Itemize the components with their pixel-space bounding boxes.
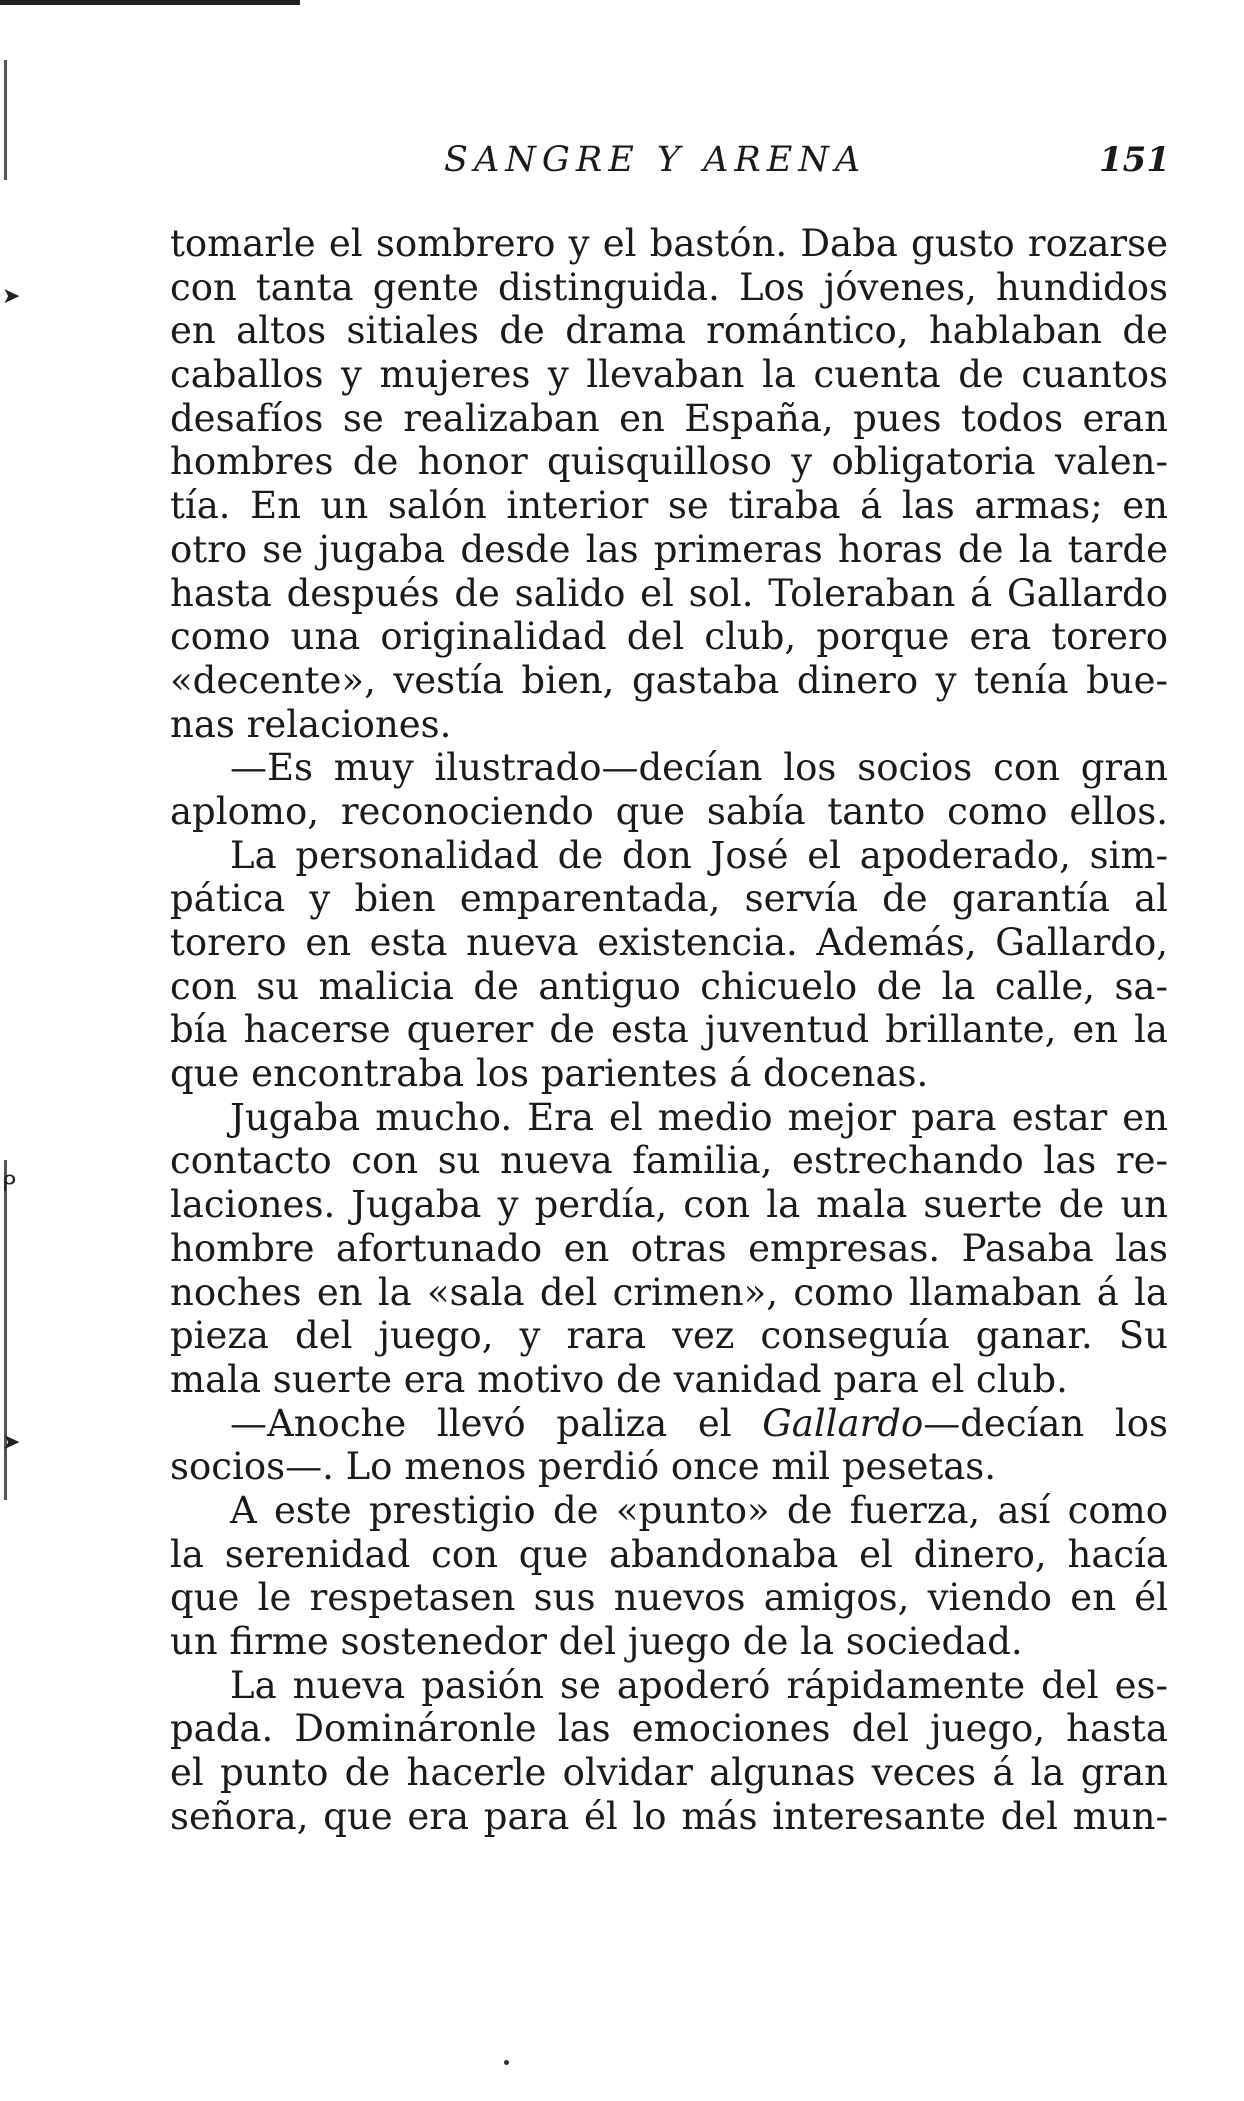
- body-text: [170, 222, 1168, 1838]
- text-line: hasta después de salido el sol. Toleraban á Gallardo: [170, 571, 1168, 615]
- text-line: A este prestigio de «punto» de fuerza, así como: [230, 1488, 1168, 1532]
- margin-arrow-icon-lower: ➤: [2, 1430, 21, 1455]
- text-line: la serenidad con que abandonaba el dinero, hacía: [170, 1532, 1168, 1576]
- text-line: socios—. Lo menos perdió once mil pesetas.: [170, 1445, 997, 1489]
- margin-hook-icon: ᑭ: [2, 1172, 16, 1197]
- text-line-with-italic: [170, 1402, 1168, 1446]
- text-line: aplomo, reconociendo que sabía tanto como ellos.: [170, 789, 1168, 833]
- text-line: noches en la «sala del crimen», como llamaban á la: [170, 1270, 1168, 1314]
- text-line: otro se jugaba desde las primeras horas de la tarde: [170, 527, 1168, 571]
- text-line: contacto con su nueva familia, estrechando las re-: [170, 1139, 1168, 1183]
- top-scan-rule: [0, 0, 300, 5]
- text-line: tomarle el sombrero y el bastón. Daba gusto rozarse: [170, 222, 1168, 265]
- text-line: torero en esta nueva existencia. Además, Gallardo,: [170, 921, 1168, 964]
- text-line: que encontraba los parientes á docenas.: [170, 1052, 929, 1096]
- text-line: caballos y mujeres y llevaban la cuenta de cuantos: [170, 353, 1168, 397]
- text-line: con tanta gente distinguida. Los jóvenes, hundidos: [170, 265, 1168, 309]
- left-margin-scan-edge: [0, 60, 16, 2090]
- bottom-speck: [504, 2060, 509, 2065]
- text-line: laciones. Jugaba y perdía, con la mala suerte de un: [170, 1183, 1168, 1227]
- text-line: que le respetasen sus nuevos amigos, viendo en él: [170, 1576, 1168, 1620]
- running-title: SANGRE Y ARENA: [444, 140, 867, 180]
- text-line: mala suerte era motivo de vanidad para el club.: [170, 1357, 1068, 1401]
- text-line: pada. Domináronle las emociones del juego, hasta: [170, 1707, 1168, 1751]
- text-line: La personalidad de don José el apoderado, sim-: [230, 833, 1168, 877]
- margin-arrow-icon: ➤: [2, 284, 21, 309]
- text-line: como una originalidad del club, porque era torero: [170, 615, 1168, 659]
- text-line: —Es muy ilustrado—decían los socios con gran: [230, 746, 1168, 790]
- text-line: tía. En un salón interior se tiraba á las armas; en: [170, 484, 1168, 528]
- text-line: el punto de hacerle olvidar algunas veces á la gran: [170, 1751, 1168, 1795]
- text-line: en altos sitiales de drama romántico, hablaban de: [170, 309, 1168, 353]
- italic-name: Gallardo: [762, 1401, 924, 1445]
- text-line: Jugaba mucho. Era el medio mejor para estar en: [230, 1095, 1168, 1139]
- text-line: La nueva pasión se apoderó rápidamente del es-: [230, 1663, 1168, 1707]
- text-line: pieza del juego, y rara vez conseguía ganar. Su: [170, 1314, 1168, 1358]
- text-line: nas relaciones.: [170, 702, 452, 746]
- text-line: «decente», vestía bien, gastaba dinero y tenía bue-: [170, 658, 1168, 702]
- text-line: con su malicia de antiguo chicuelo de la calle, sa-: [170, 964, 1168, 1008]
- text-line: pática y bien emparentada, servía de garantía al: [170, 877, 1168, 921]
- text-line: desafíos se realizaban en España, pues todos eran: [170, 396, 1168, 440]
- text-line: un firme sostenedor del juego de la sociedad.: [170, 1620, 1023, 1663]
- text-line: hombres de honor quisquilloso y obligatoria valen-: [170, 440, 1168, 484]
- text-line: señora, que era para él lo más interesante del mun-: [170, 1794, 1168, 1838]
- page-number: 151: [1099, 140, 1170, 180]
- text-line-tail: —decían los: [923, 1401, 1168, 1445]
- page-header: [170, 140, 1170, 190]
- text-line-lead: —Anoche llevó paliza el: [230, 1401, 763, 1445]
- text-line: bía hacerse querer de esta juventud brillante, en la: [170, 1008, 1168, 1052]
- text-line: hombre afortunado en otras empresas. Pasaba las: [170, 1226, 1168, 1270]
